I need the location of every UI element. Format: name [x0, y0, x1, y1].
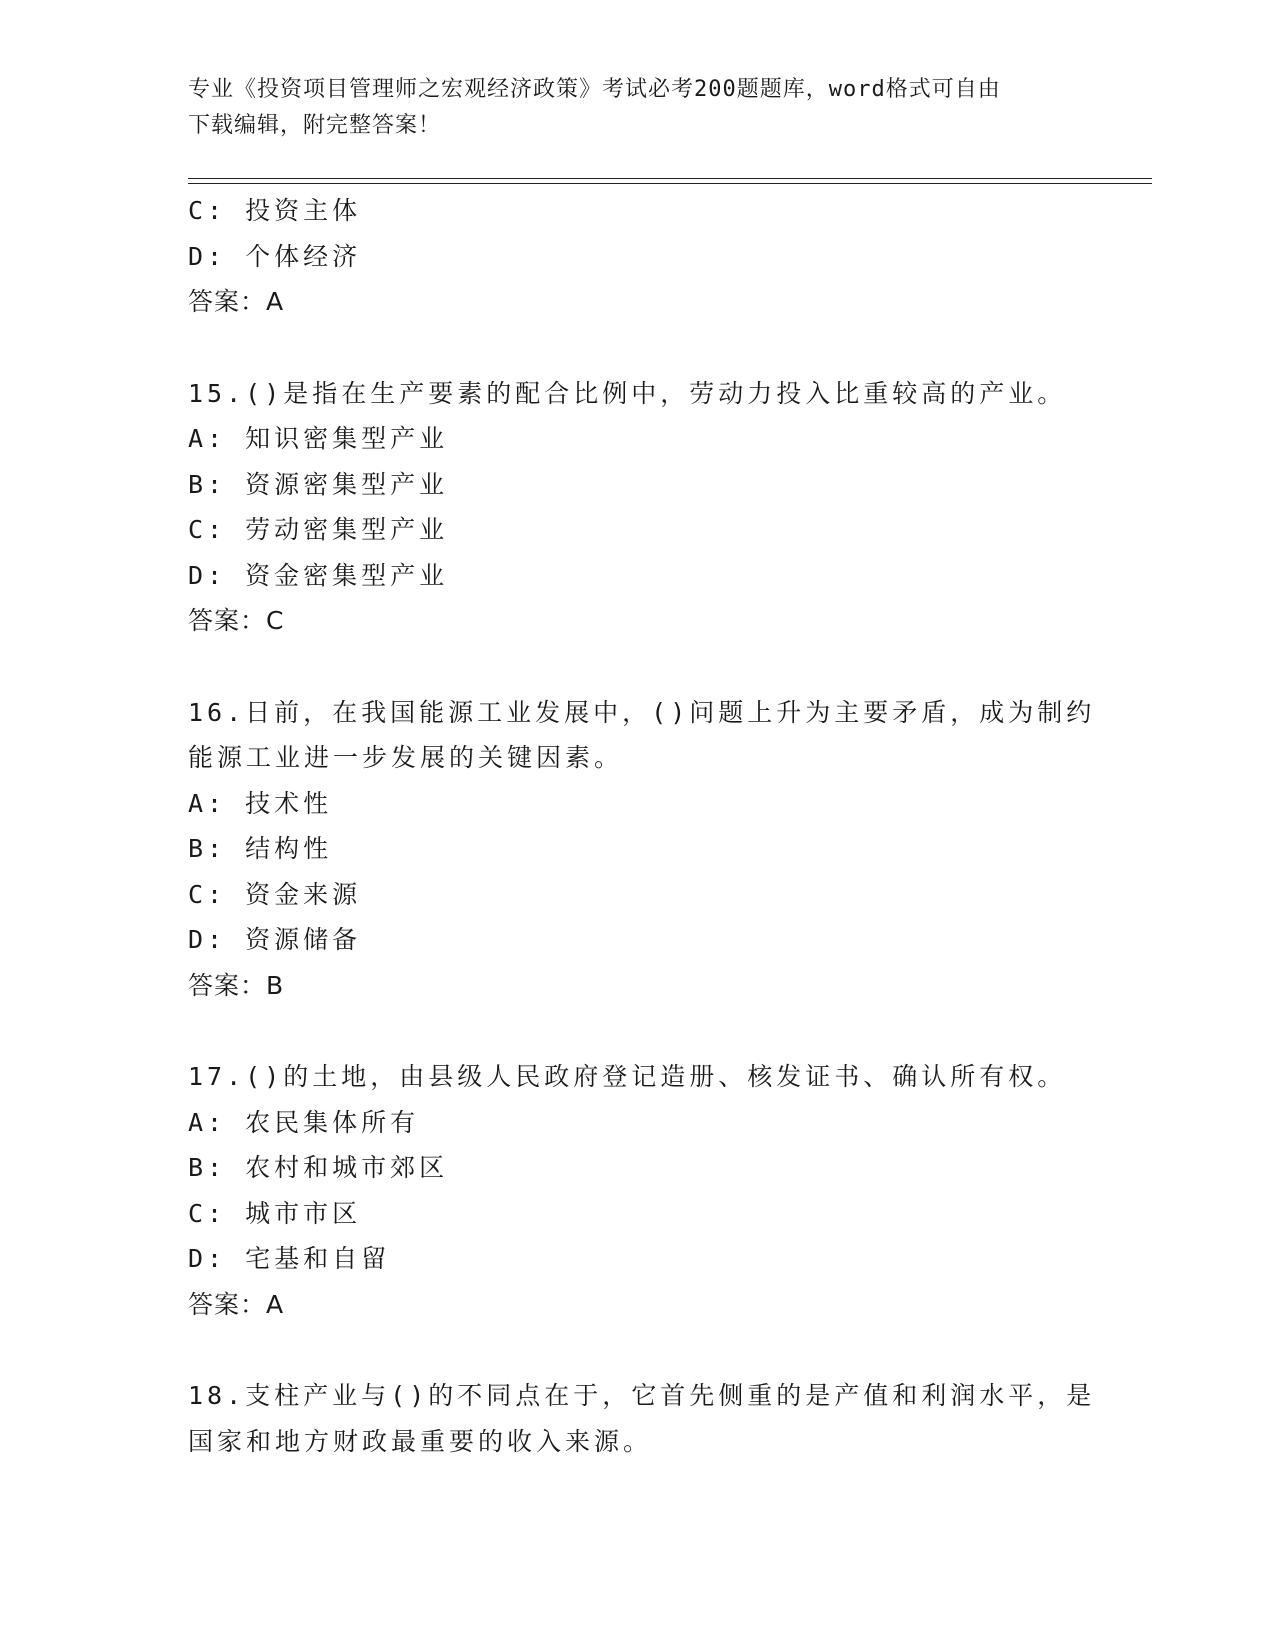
header-rule-top [188, 178, 1152, 179]
option-d: D: 宅基和自留 [188, 1244, 391, 1273]
question-prev [188, 188, 1088, 325]
option-c: C: 资金来源 [188, 879, 362, 909]
document-header [188, 72, 1088, 144]
question-list [188, 188, 1096, 1464]
answer: 答案：A [188, 1289, 285, 1319]
option-c: C: 投资主体 [188, 196, 362, 225]
question-16 [188, 690, 1096, 1009]
option-d: D: 资金密集型产业 [188, 560, 449, 590]
header-rule-bottom [188, 183, 1152, 184]
question-stem-line-2: 能源工业进一步发展的关键因素。 [188, 743, 624, 772]
option-a: A: 技术性 [188, 788, 333, 818]
question-17 [188, 1054, 1088, 1327]
question-stem-line-1: 18.支柱产业与()的不同点在于，它首先侧重的是产值和利润水平，是 [188, 1381, 1096, 1410]
option-c: C: 城市市区 [188, 1198, 362, 1228]
question-stem-line-2: 国家和地方财政最重要的收入来源。 [188, 1426, 653, 1456]
option-b: B: 农村和城市郊区 [188, 1153, 449, 1182]
question-stem: 17.()的土地，由县级人民政府登记造册、核发证书、确认所有权。 [188, 1062, 1067, 1091]
option-b: B: 结构性 [188, 834, 333, 863]
question-18 [188, 1373, 1096, 1464]
option-c: C: 劳动密集型产业 [188, 515, 449, 544]
answer: 答案：C [188, 606, 285, 635]
header-line-2: 下载编辑，附完整答案！ [188, 113, 442, 138]
option-d: D: 个体经济 [188, 241, 362, 271]
question-stem: 15.()是指在生产要素的配合比例中，劳动力投入比重较高的产业。 [188, 378, 1067, 408]
question-15 [188, 371, 1088, 644]
question-stem-line-1: 16.日前，在我国能源工业发展中，()问题上升为主要矛盾，成为制约 [188, 697, 1096, 727]
option-a: A: 知识密集型产业 [188, 424, 449, 453]
header-line-1: 专业《投资项目管理师之宏观经济政策》考试必考200题题库，word格式可自由 [188, 77, 1001, 102]
option-b: B: 资源密集型产业 [188, 469, 449, 499]
answer: 答案：A [188, 287, 285, 316]
option-d: D: 资源储备 [188, 925, 362, 954]
option-a: A: 农民集体所有 [188, 1107, 420, 1137]
answer: 答案：B [188, 970, 285, 1000]
